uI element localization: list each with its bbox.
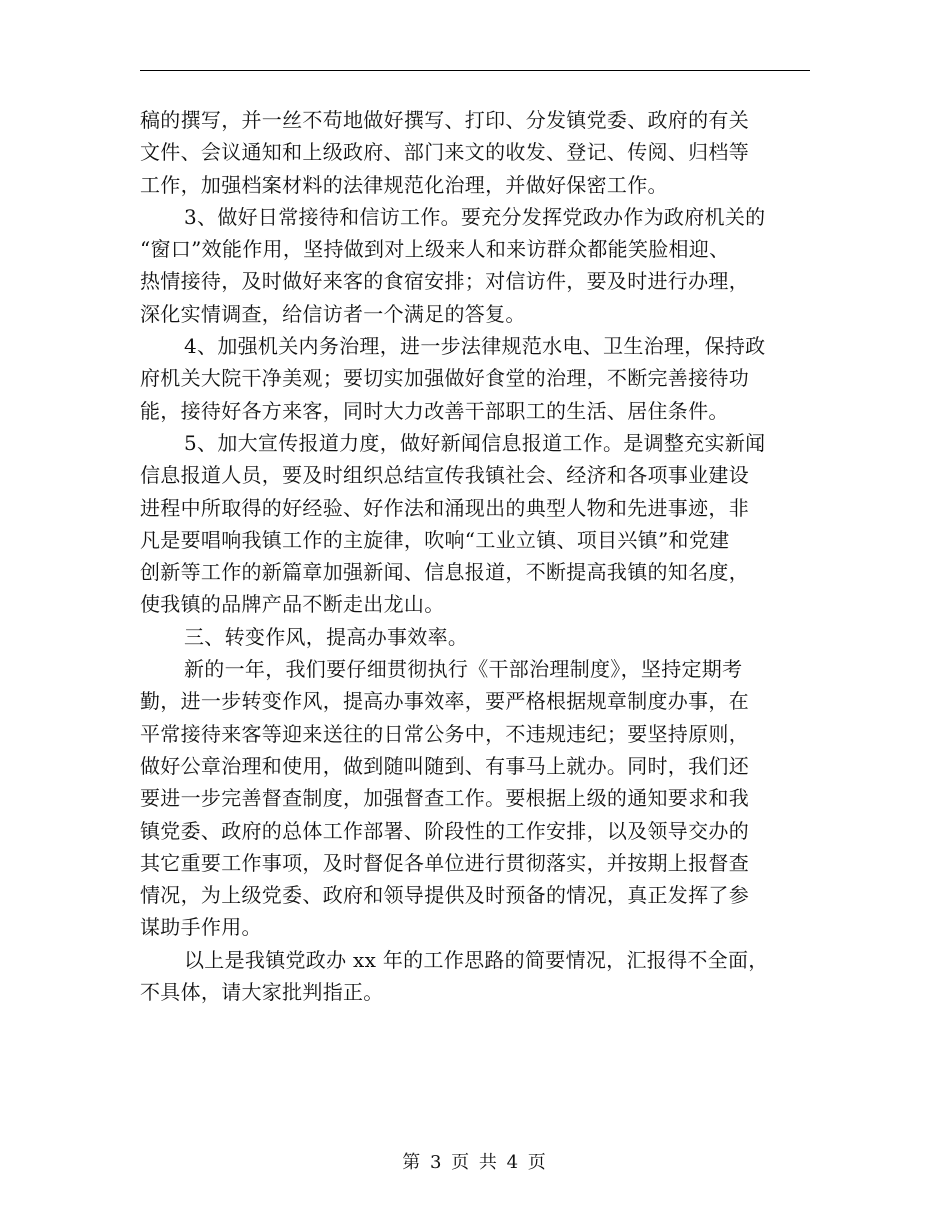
document-line: 勤，进一步转变作风，提高办事效率，要严格根据规章制度办事，在 <box>140 689 749 714</box>
document-line: 文件、会议通知和上级政府、部门来文的收发、登记、传阅、归档等 <box>140 140 749 165</box>
document-line: 4、加强机关内务治理，进一步法律规范水电、卫生治理，保持政 <box>184 334 766 359</box>
document-line: 信息报道人员，要及时组织总结宣传我镇社会、经济和各项事业建设 <box>140 463 749 488</box>
document-line: 情况，为上级党委、政府和领导提供及时预备的情况，真正发挥了参 <box>140 883 749 908</box>
document-line: 不具体，请大家批判指正。 <box>140 980 384 1005</box>
document-line: 创新等工作的新篇章加强新闻、信息报道，不断提高我镇的知名度， <box>140 560 749 585</box>
header-rule <box>140 70 810 71</box>
document-line: 谋助手作用。 <box>140 915 262 940</box>
document-line: 3、做好日常接待和信访工作。要充分发挥党政办作为政府机关的 <box>184 204 766 229</box>
document-line: 凡是要唱响我镇工作的主旋律，吹响“工业立镇、项目兴镇”和党建 <box>140 527 730 552</box>
document-line: 新的一年，我们要仔细贯彻执行《干部治理制度》，坚持定期考 <box>184 657 743 682</box>
document-line: 平常接待来客等迎来送往的日常公务中，不违规违纪；要坚持原则， <box>140 721 749 746</box>
document-line: “窗口”效能作用，坚持做到对上级来人和来访群众都能笑脸相迎、 <box>140 237 730 262</box>
document-line: 做好公章治理和使用，做到随叫随到、有事马上就办。同时，我们还 <box>140 753 749 778</box>
document-body <box>140 104 810 1008</box>
document-line: 工作，加强档案材料的法律规范化治理，并做好保密工作。 <box>140 172 668 197</box>
document-line: 三、转变作风，提高办事效率。 <box>184 624 469 649</box>
document-line: 镇党委、政府的总体工作部署、阶段性的工作安排，以及领导交办的 <box>140 818 749 843</box>
document-line: 要进一步完善督查制度，加强督查工作。要根据上级的通知要求和我 <box>140 786 749 811</box>
document-line: 其它重要工作事项，及时督促各单位进行贯彻落实，并按期上报督查 <box>140 850 749 875</box>
document-line: 稿的撰写，并一丝不苟地做好撰写、打印、分发镇党委、政府的有关 <box>140 108 749 132</box>
page-footer: 第 3 页 共 4 页 <box>402 1152 548 1173</box>
document-line: 5、加大宣传报道力度，做好新闻信息报道工作。是调整充实新闻 <box>184 430 766 455</box>
document-line: 热情接待，及时做好来客的食宿安排；对信访件，要及时进行办理， <box>140 269 749 294</box>
document-line: 府机关大院干净美观；要切实加强做好食堂的治理，不断完善接待功 <box>140 366 749 391</box>
document-line: 深化实情调查，给信访者一个满足的答复。 <box>140 301 526 326</box>
document-line: 进程中所取得的好经验、好作法和涌现出的典型人物和先进事迹，非 <box>140 495 749 520</box>
document-line: 能，接待好各方来客，同时大力改善干部职工的生活、居住条件。 <box>140 398 729 423</box>
document-line: 以上是我镇党政办 xx 年的工作思路的简要情况，汇报得不全面， <box>184 947 769 972</box>
document-line: 使我镇的品牌产品不断走出龙山。 <box>140 592 445 617</box>
